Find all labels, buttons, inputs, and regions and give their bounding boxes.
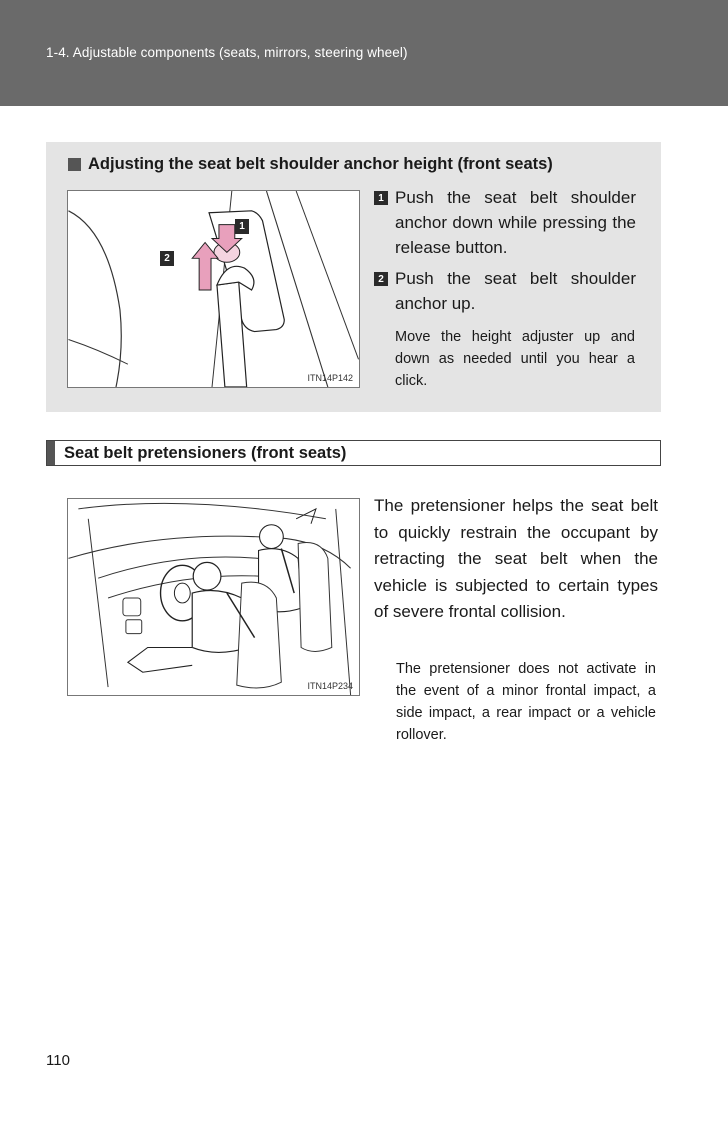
step-text: Push the seat belt shoulder anchor down while pressing the release button.	[395, 188, 636, 257]
section-heading-bar	[46, 440, 661, 466]
step-1	[374, 185, 636, 260]
figure-code: ITN14P142	[307, 373, 353, 383]
bullet-square-icon	[68, 158, 81, 171]
page-number: 110	[46, 1052, 70, 1069]
step-number-badge: 2	[374, 272, 388, 286]
box-heading-text: Adjusting the seat belt shoulder anchor height (front seats)	[88, 155, 553, 173]
section-accent	[47, 441, 55, 465]
pretensioner-note: The pretensioner does not activate in the event of a minor frontal impact, a side impact, a rear impact or a vehicle rollover.	[396, 661, 656, 743]
pretensioner-illustration	[67, 498, 360, 696]
shoulder-anchor-illustration	[67, 190, 360, 388]
step-2	[374, 266, 636, 316]
box-heading	[68, 155, 553, 174]
step-text: Push the seat belt shoulder anchor up.	[395, 269, 636, 313]
section-title: Seat belt pretensioners (front seats)	[64, 444, 347, 462]
step-number-badge: 1	[374, 191, 388, 205]
box-note: Move the height adjuster up and down as needed until you hear a click.	[395, 329, 635, 389]
callout-2-label: 2	[160, 251, 174, 266]
callout-1-label: 1	[235, 219, 249, 234]
pretensioner-paragraph: The pretensioner helps the seat belt to quickly restrain the occupant by retracting the seat belt when the vehicle is subjected to certain types of severe frontal collision.	[374, 496, 658, 621]
figure-code: ITN14P234	[307, 681, 353, 691]
chapter-title: 1-4. Adjustable components (seats, mirrors, steering wheel)	[46, 45, 408, 60]
